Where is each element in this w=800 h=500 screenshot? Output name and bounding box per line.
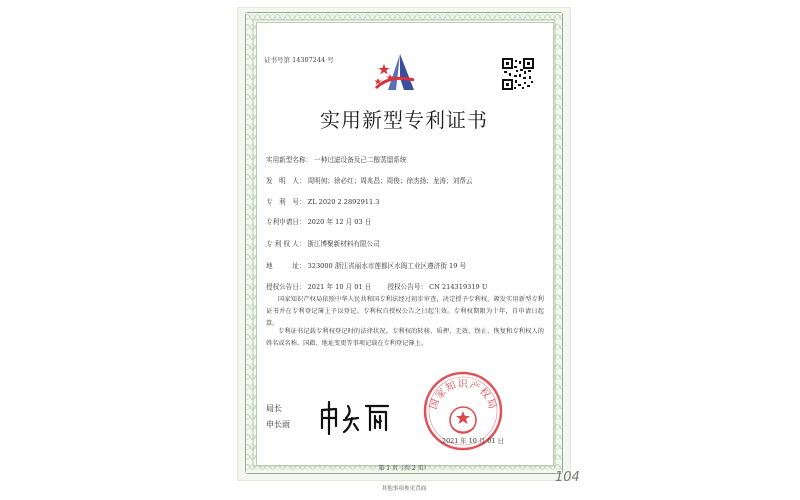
field-label: 地 址： <box>266 262 306 270</box>
field-label: 授权公告日： <box>266 283 306 291</box>
certificate-number-value: 14307244 <box>292 56 326 64</box>
certificate-number-suffix: 号 <box>327 56 334 64</box>
certificate-number-label: 证书号第 <box>264 56 290 64</box>
field-value: 2021 年 10 月 01 日 <box>307 283 372 291</box>
field-patentee <box>266 238 380 248</box>
field-label-publication-number: 授权公告号： <box>387 283 428 291</box>
field-value: 2020 年 12 月 03 日 <box>307 218 372 226</box>
field-label: 专 利 号： <box>266 198 306 206</box>
director-signature-icon <box>318 398 394 436</box>
patent-office-emblem-icon <box>370 50 432 96</box>
field-value-publication-number: CN 214319319 U <box>429 283 488 291</box>
seal-date: 2021 年 10 月 01 日 <box>442 437 504 445</box>
qr-code-icon <box>502 58 534 90</box>
field-value: 周明何；徐必红；周兆昌；周俊；徐杰扬；龙涛；刘帮云 <box>307 177 473 185</box>
director-title: 局长 <box>266 404 282 413</box>
field-value: 一种过滤设备及己二醇蒸馏系统 <box>314 156 407 164</box>
field-grant-date <box>266 281 487 291</box>
legal-status-paragraph: 专利证书记载专利权登记时的法律状况。专利权的转移、质押、无效、终止、恢复和专利权人的姓名或名称、国籍、地址变更等事项记载在专利登记簿上。 <box>266 328 544 347</box>
field-label: 发 明 人： <box>266 177 306 185</box>
page-number: 第 1 页（共 2 页） <box>378 465 430 472</box>
field-label: 专 利 权 人： <box>266 240 306 248</box>
grant-statement-paragraph: 国家知识产权局依照中华人民共和国专利法经过初步审查，决定授予专利权，颁发实用新型专利证书并在专利登记簿上予以登记。专利权自授权公告之日起生效。专利权期限为十年，自申请日起算。 <box>266 296 544 327</box>
footer-note: 其他事项参见背面 <box>381 486 427 492</box>
director-name: 申长雨 <box>266 420 290 429</box>
field-patent-number <box>266 196 379 206</box>
field-value: 323000 浙江省丽水市莲都区水阁工业区遵济街 19 号 <box>307 262 467 270</box>
handwritten-mark: 104 <box>555 470 580 485</box>
certificate-number <box>264 55 334 64</box>
certificate-title: 实用新型专利证书 <box>320 108 488 132</box>
field-label: 专利申请日： <box>266 218 306 226</box>
field-utility-model-name <box>266 154 406 164</box>
field-label: 实用新型名称： <box>266 156 313 164</box>
field-application-date <box>266 216 371 226</box>
field-address <box>266 260 466 270</box>
field-inventors <box>266 175 472 185</box>
field-value: ZL 2020 2 2892911.3 <box>307 198 380 206</box>
field-value: 浙江博聚新材料有限公司 <box>307 240 380 248</box>
seal-text: 国家知识产权局 <box>428 378 498 412</box>
